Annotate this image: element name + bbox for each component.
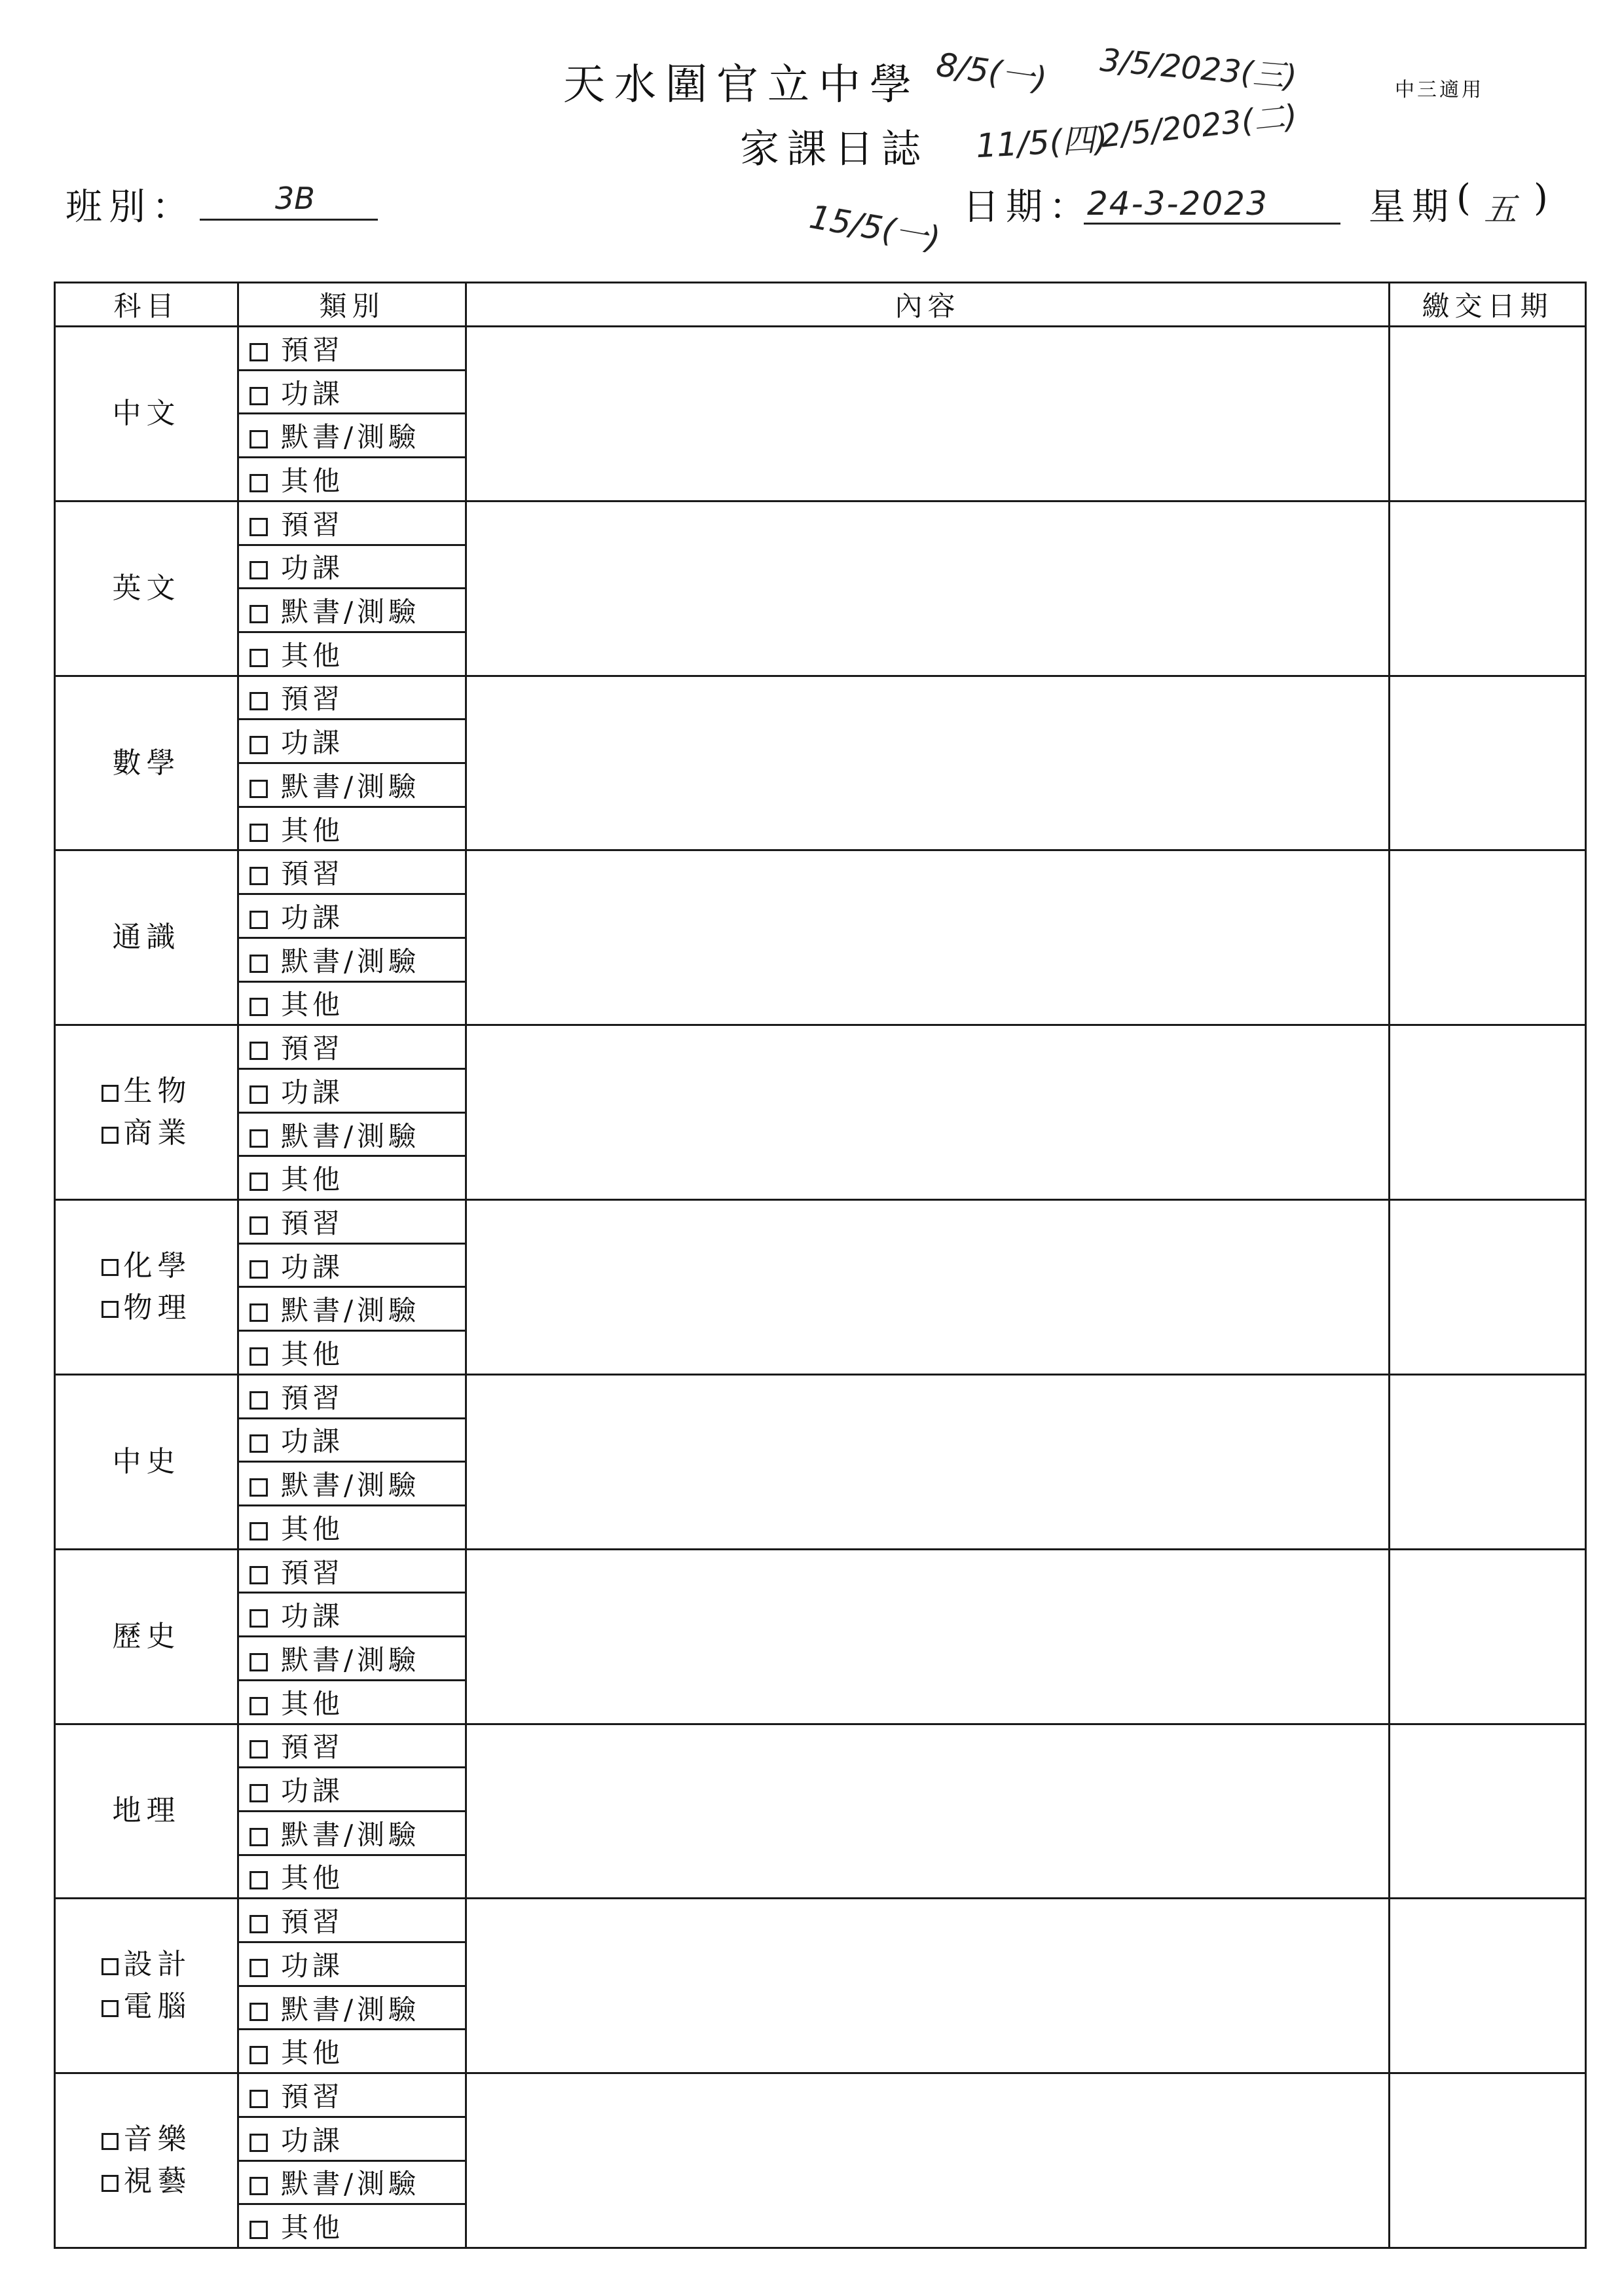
category-option[interactable] (238, 414, 466, 458)
table-row (55, 2073, 1586, 2117)
subject-option (56, 1441, 237, 1483)
category-option[interactable] (238, 458, 466, 501)
subject-option[interactable] (56, 2119, 237, 2160)
due-date-cell[interactable] (1390, 1025, 1586, 1200)
category-option[interactable] (238, 2117, 466, 2160)
checkbox-icon[interactable] (101, 1259, 119, 1276)
subject-cell (55, 850, 238, 1025)
checkbox-icon[interactable] (249, 649, 268, 667)
checkbox-icon[interactable] (249, 911, 268, 929)
category-label: 預習 (281, 1032, 344, 1065)
checkbox-icon[interactable] (249, 1653, 268, 1671)
category-label: 功課 (281, 377, 344, 410)
checkbox-icon[interactable] (249, 1391, 268, 1410)
handwritten-note: 3/5/2023(三) (1098, 41, 1299, 96)
school-name: 天水圍官立中學 (563, 61, 921, 109)
checkbox-icon[interactable] (249, 1522, 268, 1540)
category-label: 默書/測驗 (281, 1818, 420, 1851)
category-option[interactable] (238, 1768, 466, 1812)
category-label: 功課 (281, 1775, 344, 1808)
table-row (55, 327, 1586, 371)
category-label: 預習 (281, 683, 344, 716)
subject-label: 數學 (112, 746, 181, 780)
category-option[interactable] (238, 2160, 466, 2204)
category-option[interactable] (238, 1855, 466, 1899)
checkbox-icon[interactable] (249, 1347, 268, 1366)
subject-option[interactable] (56, 1245, 237, 1287)
category-label: 預習 (281, 1906, 344, 1939)
category-label: 功課 (281, 1425, 344, 1458)
table-row (55, 1549, 1586, 1593)
checkbox-icon[interactable] (249, 2134, 268, 2152)
category-label: 功課 (281, 1076, 344, 1108)
checkbox-icon[interactable] (249, 2003, 268, 2021)
checkbox-icon[interactable] (249, 1129, 268, 1148)
category-label: 默書/測驗 (281, 596, 420, 629)
category-label: 其他 (281, 1512, 344, 1545)
content-cell[interactable] (466, 1025, 1390, 1200)
category-label: 其他 (281, 1687, 344, 1720)
checkbox-icon[interactable] (249, 2177, 268, 2195)
handwritten-note: 15/5(一) (806, 197, 944, 258)
subject-cell (55, 501, 238, 676)
subject-cell (55, 1724, 238, 1899)
subject-label: 音樂 (123, 2123, 192, 2157)
table-header-row (55, 283, 1586, 327)
table-row (55, 1899, 1586, 1942)
category-label: 其他 (281, 989, 344, 1021)
checkbox-icon[interactable] (249, 1697, 268, 1715)
checkbox-icon[interactable] (249, 2046, 268, 2064)
category-label: 其他 (281, 2037, 344, 2069)
category-option[interactable] (238, 1112, 466, 1156)
checkbox-icon[interactable] (249, 474, 268, 492)
category-label: 其他 (281, 639, 344, 672)
subject-cell (55, 1899, 238, 2073)
subject-option (56, 1616, 237, 1658)
category-option[interactable] (238, 938, 466, 981)
weekday-field[interactable]: 五 (1484, 191, 1517, 228)
category-option[interactable] (238, 1986, 466, 2030)
category-label: 功課 (281, 1949, 344, 1982)
subject-cell (55, 327, 238, 501)
table-body (55, 327, 1586, 2248)
checkbox-icon[interactable] (249, 780, 268, 798)
category-option[interactable] (238, 2204, 466, 2248)
weekday-close-paren: ) (1534, 177, 1548, 219)
category-option[interactable] (238, 1899, 466, 1942)
content-cell[interactable] (466, 1549, 1390, 1724)
subject-option[interactable] (56, 1070, 237, 1112)
subject-label: 生物 (123, 1074, 192, 1108)
due-date-cell[interactable] (1390, 1899, 1586, 2073)
category-label: 默書/測驗 (281, 1120, 420, 1152)
subject-cell (55, 1374, 238, 1549)
category-option[interactable] (238, 1068, 466, 1112)
subject-label: 歷史 (112, 1619, 181, 1653)
content-cell[interactable] (466, 676, 1390, 850)
category-option[interactable] (238, 850, 466, 894)
checkbox-icon[interactable] (249, 430, 268, 448)
due-date-cell[interactable] (1390, 501, 1586, 676)
checkbox-icon[interactable] (249, 1784, 268, 1802)
class-label: 班別： (65, 186, 195, 228)
subject-option[interactable] (56, 1112, 237, 1154)
category-label: 默書/測驗 (281, 1294, 420, 1327)
table-row (55, 1025, 1586, 1069)
category-option[interactable] (238, 807, 466, 850)
checkbox-icon[interactable] (101, 1301, 119, 1318)
category-label: 功課 (281, 1600, 344, 1633)
checkbox-icon[interactable] (101, 2133, 119, 2150)
handwritten-note: 11/5(四) (974, 120, 1109, 166)
content-cell[interactable] (466, 501, 1390, 676)
category-option[interactable] (238, 1287, 466, 1331)
category-option[interactable] (238, 370, 466, 414)
form-note: 中三適用 (1395, 79, 1484, 101)
checkbox-icon[interactable] (249, 1085, 268, 1104)
due-date-cell[interactable] (1390, 2073, 1586, 2248)
checkbox-icon[interactable] (101, 1085, 119, 1102)
category-option[interactable] (238, 1418, 466, 1462)
checkbox-icon[interactable] (101, 2000, 119, 2017)
header-type: 類別 (238, 283, 466, 327)
checkbox-icon[interactable] (249, 1566, 268, 1584)
category-label: 其他 (281, 2212, 344, 2244)
header-subject: 科目 (55, 283, 238, 327)
checkbox-icon[interactable] (249, 518, 268, 536)
category-option[interactable] (238, 327, 466, 371)
category-option[interactable] (238, 589, 466, 632)
checkbox-icon[interactable] (249, 1609, 268, 1628)
checkbox-icon[interactable] (249, 605, 268, 623)
subject-label: 中文 (112, 396, 181, 430)
category-label: 預習 (281, 2080, 344, 2113)
category-label: 預習 (281, 508, 344, 541)
due-date-cell[interactable] (1390, 676, 1586, 850)
due-date-cell[interactable] (1390, 850, 1586, 1025)
category-option[interactable] (238, 1243, 466, 1287)
category-option[interactable] (238, 1593, 466, 1637)
category-label: 功課 (281, 1250, 344, 1283)
category-label: 默書/測驗 (281, 770, 420, 803)
category-label: 默書/測驗 (281, 1469, 420, 1502)
weekday-label: 星期 (1369, 186, 1455, 228)
checkbox-icon[interactable] (249, 1042, 268, 1060)
category-label: 預習 (281, 1381, 344, 1414)
homework-table (54, 282, 1587, 2249)
subject-label: 設計 (123, 1948, 192, 1982)
checkbox-icon[interactable] (249, 1871, 268, 1889)
checkbox-icon[interactable] (249, 561, 268, 579)
category-option[interactable] (238, 1549, 466, 1593)
checkbox-icon[interactable] (249, 955, 268, 973)
class-underline (200, 219, 378, 221)
category-label: 默書/測驗 (281, 2168, 420, 2200)
subject-label: 商業 (123, 1116, 192, 1150)
content-cell[interactable] (466, 1200, 1390, 1375)
subject-label: 視藝 (123, 2164, 192, 2198)
due-date-cell[interactable] (1390, 1200, 1586, 1375)
checkbox-icon[interactable] (249, 998, 268, 1016)
subject-option (56, 917, 237, 958)
category-label: 功課 (281, 2124, 344, 2157)
category-label: 默書/測驗 (281, 1993, 420, 2026)
subject-option[interactable] (56, 1287, 237, 1329)
due-date-cell[interactable] (1390, 1724, 1586, 1899)
category-label: 預習 (281, 1207, 344, 1239)
due-date-cell[interactable] (1390, 327, 1586, 501)
category-option[interactable] (238, 1462, 466, 1506)
category-option[interactable] (238, 545, 466, 589)
checkbox-icon[interactable] (249, 343, 268, 361)
subject-option[interactable] (56, 2160, 237, 2202)
category-option[interactable] (238, 1374, 466, 1418)
content-cell[interactable] (466, 1374, 1390, 1549)
category-option[interactable] (238, 1156, 466, 1200)
category-option[interactable] (238, 720, 466, 763)
subject-cell (55, 1200, 238, 1375)
category-label: 功課 (281, 727, 344, 759)
subject-cell (55, 1025, 238, 1200)
subject-cell (55, 2073, 238, 2248)
subject-cell (55, 676, 238, 850)
category-label: 其他 (281, 814, 344, 847)
category-option[interactable] (238, 763, 466, 807)
category-label: 默書/測驗 (281, 421, 420, 454)
table-row (55, 501, 1586, 545)
subject-label: 中史 (112, 1444, 181, 1478)
checkbox-icon[interactable] (249, 736, 268, 754)
checkbox-icon[interactable] (249, 692, 268, 710)
subject-option (56, 393, 237, 435)
content-cell[interactable] (466, 1724, 1390, 1899)
date-label: 日期： (963, 186, 1092, 228)
category-option[interactable] (238, 1942, 466, 1986)
form-title: 家課日誌 (740, 126, 929, 172)
category-option[interactable] (238, 2030, 466, 2073)
category-option[interactable] (238, 2073, 466, 2117)
checkbox-icon[interactable] (249, 387, 268, 405)
category-label: 其他 (281, 464, 344, 497)
checkbox-icon[interactable] (249, 1216, 268, 1235)
category-label: 預習 (281, 858, 344, 890)
subject-label: 通識 (112, 920, 181, 955)
subject-label: 電腦 (123, 1990, 192, 2024)
subject-option (56, 742, 237, 784)
table-row (55, 850, 1586, 894)
checkbox-icon[interactable] (249, 1959, 268, 1977)
category-label: 功課 (281, 901, 344, 934)
header-content: 內容 (466, 283, 1390, 327)
category-label: 其他 (281, 1862, 344, 1895)
header-due-date: 繳交日期 (1390, 283, 1586, 327)
subject-option[interactable] (56, 1986, 237, 2028)
checkbox-icon[interactable] (249, 867, 268, 885)
subject-option (56, 568, 237, 610)
category-option[interactable] (238, 1680, 466, 1724)
category-option[interactable] (238, 1637, 466, 1681)
content-cell[interactable] (466, 850, 1390, 1025)
category-label: 默書/測驗 (281, 945, 420, 977)
weekday-open-paren: ( (1456, 177, 1471, 219)
handwritten-note: 8/5(一) (934, 45, 1050, 99)
category-label: 其他 (281, 1163, 344, 1196)
checkbox-icon[interactable] (249, 2221, 268, 2239)
content-cell[interactable] (466, 2073, 1390, 2248)
content-cell[interactable] (466, 327, 1390, 501)
due-date-cell[interactable] (1390, 1374, 1586, 1549)
table-row (55, 1724, 1586, 1768)
category-label: 功課 (281, 552, 344, 585)
subject-label: 化學 (123, 1248, 192, 1283)
checkbox-icon[interactable] (249, 824, 268, 842)
class-field[interactable]: 3B (275, 181, 315, 216)
checkbox-icon[interactable] (249, 1740, 268, 1758)
checkbox-icon[interactable] (249, 1478, 268, 1497)
category-option[interactable] (238, 1724, 466, 1768)
category-label: 預習 (281, 333, 344, 366)
checkbox-icon[interactable] (249, 1828, 268, 1846)
checkbox-icon[interactable] (249, 1260, 268, 1279)
handwritten-note: 2/5/2023(二) (1099, 98, 1299, 155)
category-option[interactable] (238, 1811, 466, 1855)
table-row (55, 676, 1586, 720)
category-label: 其他 (281, 1338, 344, 1371)
subject-label: 物理 (123, 1290, 192, 1324)
checkbox-icon[interactable] (101, 2175, 119, 2192)
subject-option (56, 1790, 237, 1832)
category-label: 預習 (281, 1556, 344, 1589)
subject-cell (55, 1549, 238, 1724)
due-date-cell[interactable] (1390, 1549, 1586, 1724)
checkbox-icon[interactable] (101, 1958, 119, 1975)
category-option[interactable] (238, 1331, 466, 1375)
category-option[interactable] (238, 981, 466, 1025)
checkbox-icon[interactable] (249, 2090, 268, 2108)
checkbox-icon[interactable] (249, 1173, 268, 1191)
category-option[interactable] (238, 1505, 466, 1549)
category-label: 默書/測驗 (281, 1643, 420, 1676)
checkbox-icon[interactable] (101, 1127, 119, 1144)
checkbox-icon[interactable] (249, 1434, 268, 1453)
category-option[interactable] (238, 501, 466, 545)
subject-option[interactable] (56, 1944, 237, 1986)
checkbox-icon[interactable] (249, 1303, 268, 1322)
checkbox-icon[interactable] (249, 1915, 268, 1933)
date-field[interactable]: 24-3-2023 (1087, 185, 1268, 223)
category-option[interactable] (238, 632, 466, 676)
category-option[interactable] (238, 894, 466, 938)
category-option[interactable] (238, 1025, 466, 1069)
table-row (55, 1374, 1586, 1418)
date-underline (1084, 223, 1340, 225)
category-label: 預習 (281, 1731, 344, 1764)
table-row (55, 1200, 1586, 1244)
category-option[interactable] (238, 1200, 466, 1244)
content-cell[interactable] (466, 1899, 1390, 2073)
category-option[interactable] (238, 676, 466, 720)
subject-label: 地理 (112, 1794, 181, 1828)
subject-label: 英文 (112, 571, 181, 605)
